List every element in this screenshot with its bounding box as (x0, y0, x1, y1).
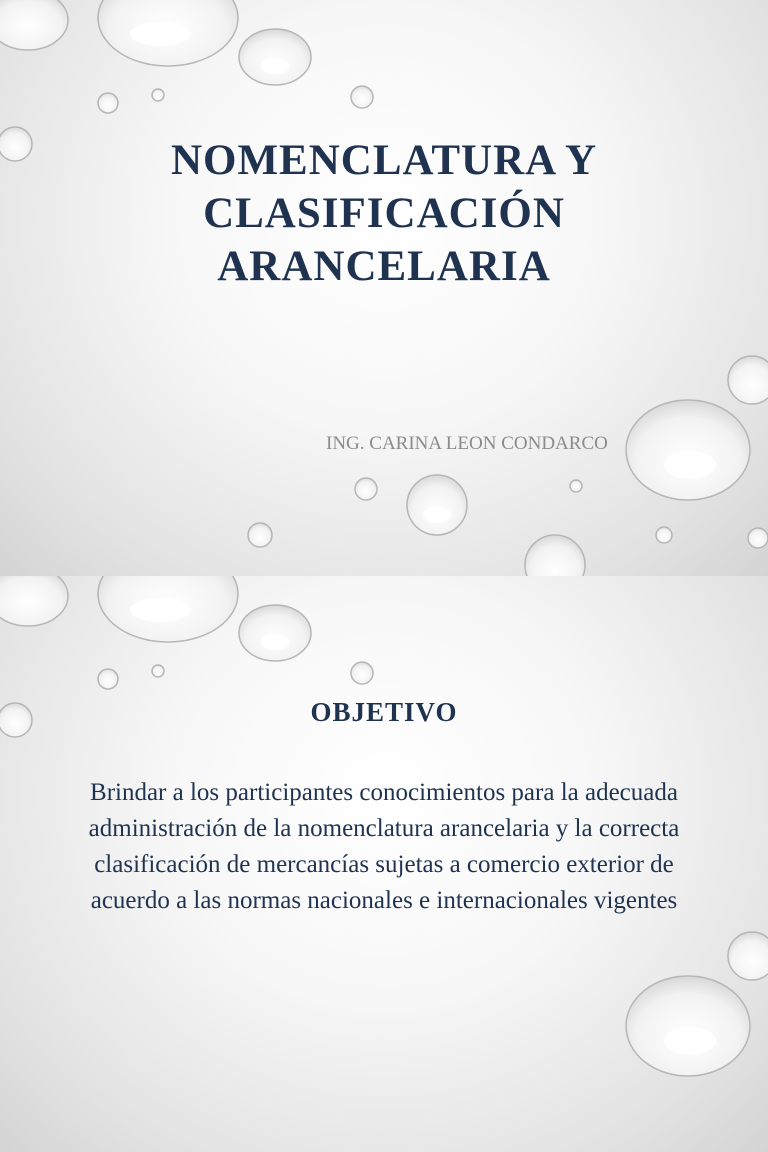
presentation-title: NOMENCLATURA Y CLASIFICACIÓN ARANCELARIA (170, 137, 598, 290)
author-name: ING. CARINA LEON CONDARCO (326, 433, 608, 454)
objective-heading: OBJETIVO (310, 697, 458, 727)
objective-text: Brindar a los participantes conocimientos para la adecuada administración de la nomenclatura arancelaria y la correcta clasificación de mercancías sujetas a comercio exterior de acuerdo a las normas nacionales e internacionales vigentes (88, 779, 680, 914)
